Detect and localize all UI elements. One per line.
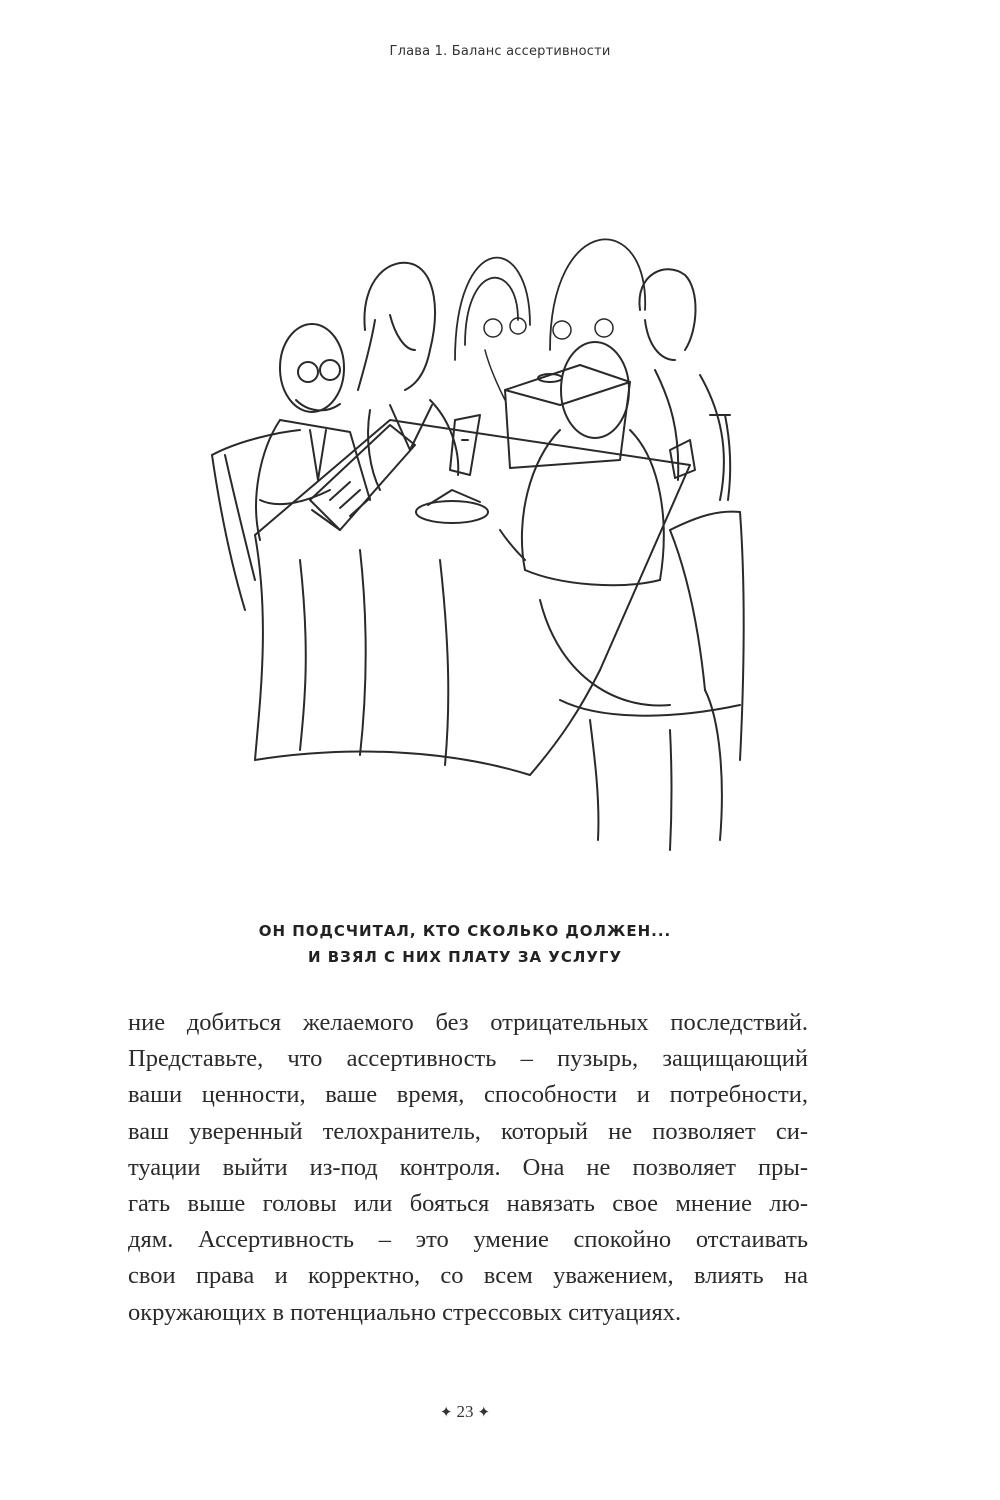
- background-arches: [455, 239, 645, 360]
- illustration-caption: [0, 918, 930, 970]
- running-head: Глава 1. Баланс ассертивности: [389, 44, 611, 59]
- background-diners: [484, 318, 613, 400]
- star-ornament-icon: ✦: [439, 1405, 453, 1421]
- body-line: Представьте, что ассертивность – пузырь, защищающий: [128, 1045, 808, 1073]
- body-line: ваши ценности, ваше время, способности и потребности,: [128, 1081, 808, 1109]
- man-with-glasses: [256, 324, 370, 540]
- page-number-footer: [0, 1402, 930, 1422]
- star-ornament-icon: ✦: [477, 1405, 491, 1421]
- caption-line-1: ОН ПОДСЧИТАЛ, КТО СКОЛЬКО ДОЛЖЕН...: [258, 922, 672, 940]
- body-line: свои права и корректно, со всем уважением, влиять на: [128, 1262, 808, 1290]
- caption-line-2: И ВЗЯЛ С НИХ ПЛАТУ ЗА УСЛУГУ: [307, 948, 623, 966]
- woman-with-long-hair: [358, 263, 458, 490]
- body-paragraph: [128, 1005, 808, 1331]
- body-line: ние добиться желаемого без отрицательных последствий.: [128, 1009, 808, 1036]
- page-number: 23: [456, 1402, 474, 1421]
- plate: [416, 490, 488, 523]
- body-line: ваш уверенный телохранитель, который не позволяет си-: [128, 1117, 808, 1145]
- body-line: дям. Ассертивность – это умение спокойно отстаивать: [128, 1226, 808, 1254]
- body-line: окружающих в потенциально стрессовых ситуациях.: [128, 1298, 682, 1326]
- cartoon-dinner-table-illustration: [200, 200, 760, 900]
- body-line: туации выйти из-под контроля. Она не позволяет пры-: [128, 1153, 808, 1181]
- table: [255, 420, 690, 775]
- body-line: гать выше головы или бояться навязать свое мнение лю-: [128, 1190, 808, 1218]
